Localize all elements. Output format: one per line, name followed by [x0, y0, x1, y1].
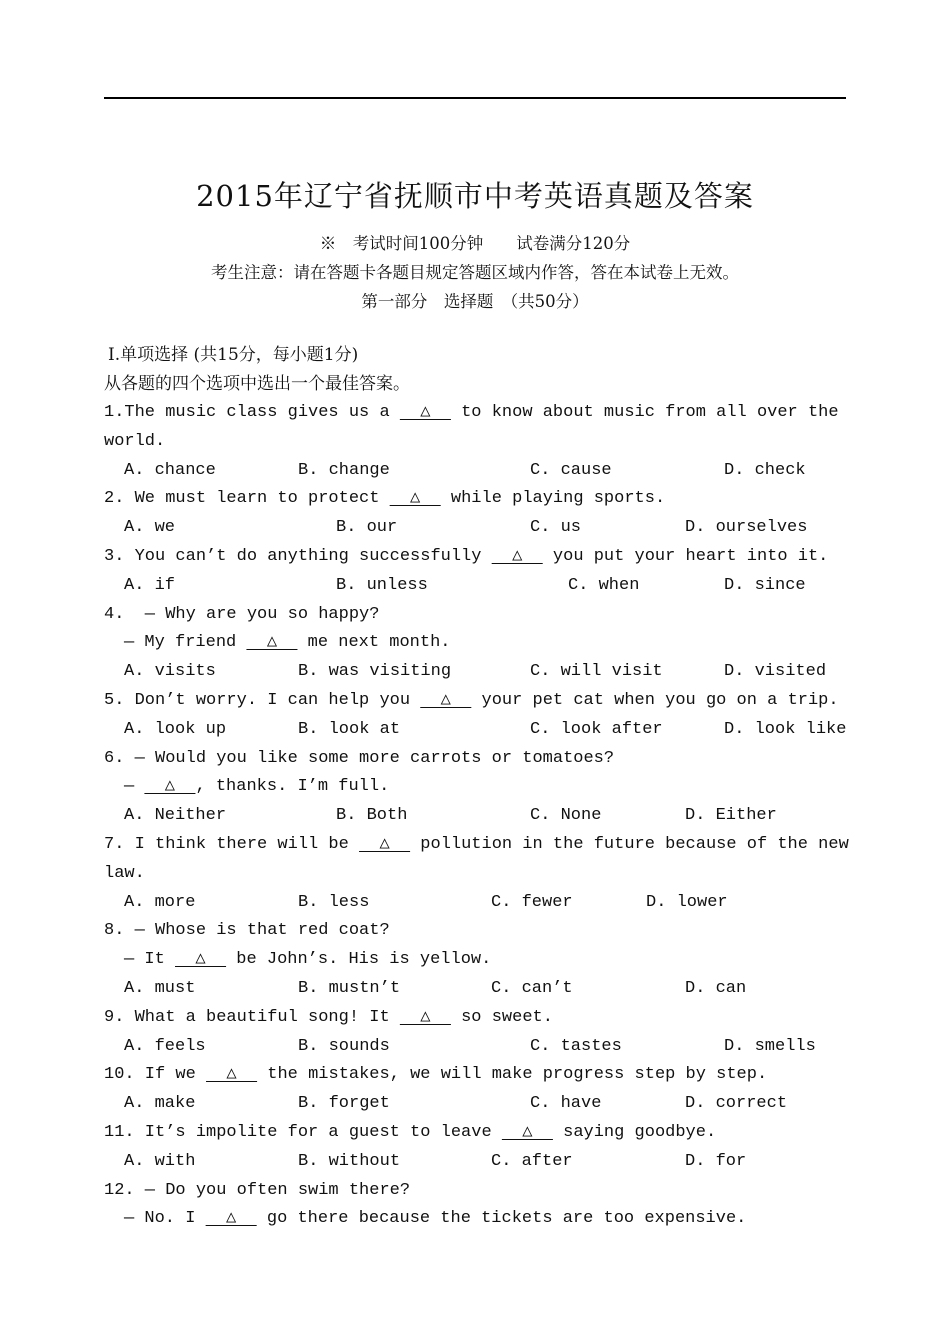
- option-b[interactable]: B. sounds: [298, 1036, 390, 1056]
- option-d[interactable]: D. check: [724, 460, 806, 480]
- answer-blank[interactable]: △: [399, 403, 451, 422]
- option-c[interactable]: C. look after: [530, 719, 663, 739]
- answer-blank[interactable]: △: [205, 1209, 257, 1229]
- option-a[interactable]: A. if: [124, 575, 176, 595]
- question-text: the mistakes, we will make progress step by step.: [257, 1065, 768, 1085]
- answer-blank[interactable]: △: [501, 1123, 553, 1142]
- question-text: , thanks. I’m full.: [195, 777, 390, 797]
- option-a[interactable]: A. visits: [124, 662, 216, 682]
- question-4-reply: [124, 633, 451, 653]
- question-text: be John’s. His is yellow.: [226, 950, 492, 970]
- answer-blank[interactable]: △: [491, 547, 543, 566]
- question-text: — It: [124, 950, 176, 970]
- question-11: [104, 1123, 716, 1143]
- question-text: me next month.: [297, 633, 451, 653]
- question-1-continued: [104, 432, 165, 452]
- option-b[interactable]: B. less: [298, 892, 370, 912]
- section-instruction: 从各题的四个选项中选出一个最佳答案。: [104, 374, 410, 394]
- question-3: [104, 547, 828, 567]
- option-a[interactable]: A. look up: [124, 719, 227, 739]
- option-c[interactable]: C. None: [530, 806, 602, 826]
- question-text: world.: [104, 431, 166, 451]
- question-text: 9. What a beautiful song! It: [104, 1007, 400, 1027]
- answer-blank[interactable]: △: [144, 777, 196, 797]
- option-c[interactable]: C. fewer: [491, 892, 573, 912]
- question-6: [104, 749, 614, 769]
- option-d[interactable]: D. visited: [724, 662, 827, 682]
- option-b[interactable]: B. mustn’t: [298, 979, 401, 998]
- question-text: — My friend: [124, 633, 247, 653]
- question-text: 11. It’s impolite for a guest to leave: [104, 1123, 502, 1142]
- option-b[interactable]: B. was visiting: [298, 662, 452, 682]
- option-a[interactable]: A. chance: [124, 460, 216, 480]
- question-8-reply: [124, 950, 491, 970]
- option-b[interactable]: B. Both: [336, 806, 408, 826]
- option-c[interactable]: C. will visit: [530, 662, 663, 682]
- option-a[interactable]: A. Neither: [124, 806, 227, 826]
- question-text: you put your heart into it.: [542, 547, 829, 566]
- question-text: 3. You can’t do anything successfully: [104, 547, 492, 566]
- option-b[interactable]: B. forget: [298, 1094, 390, 1114]
- question-text: 4. — Why are you so happy?: [104, 604, 380, 624]
- page-title: 2015年辽宁省抚顺市中考英语真题及答案: [196, 179, 754, 213]
- question-text: —: [124, 777, 145, 797]
- option-c[interactable]: C. can’t: [491, 979, 573, 998]
- question-text: so sweet.: [450, 1007, 553, 1027]
- option-a[interactable]: A. with: [124, 1151, 196, 1171]
- option-a[interactable]: A. we: [124, 518, 176, 538]
- option-c[interactable]: C. when: [568, 575, 640, 595]
- option-c[interactable]: C. cause: [530, 460, 612, 480]
- option-d[interactable]: D. for: [685, 1151, 747, 1171]
- option-c[interactable]: C. have: [530, 1094, 602, 1114]
- option-d[interactable]: D. since: [724, 575, 806, 595]
- question-text: — No. I: [124, 1209, 206, 1229]
- part-title: 第一部分 选择题 （共50分）: [361, 292, 589, 311]
- question-text: 2. We must learn to protect: [104, 489, 390, 509]
- question-5: [104, 691, 839, 711]
- option-b[interactable]: B. look at: [298, 719, 401, 739]
- option-b[interactable]: B. unless: [336, 575, 428, 595]
- question-8: [104, 921, 390, 941]
- option-c[interactable]: C. us: [530, 518, 582, 538]
- question-text: 10. If we: [104, 1065, 207, 1085]
- answer-blank[interactable]: △: [399, 1007, 451, 1027]
- option-d[interactable]: D. can: [685, 979, 747, 998]
- question-1: [104, 403, 839, 423]
- question-text: 7. I think there will be: [104, 835, 360, 854]
- question-12-reply: [124, 1209, 746, 1229]
- question-text: your pet cat when you go on a trip.: [471, 691, 839, 710]
- option-a[interactable]: A. more: [124, 892, 196, 912]
- question-text: 5. Don’t worry. I can help you: [104, 691, 421, 710]
- exam-info: ※ 考试时间100分钟 试卷满分120分: [319, 234, 631, 253]
- option-a[interactable]: A. feels: [124, 1036, 206, 1056]
- question-text: saying goodbye.: [552, 1123, 717, 1142]
- question-9: [104, 1008, 553, 1028]
- option-d[interactable]: D. lower: [646, 892, 728, 912]
- question-text: pollution in the future because of the new: [410, 835, 849, 854]
- question-text: 12. — Do you often swim there?: [104, 1180, 411, 1200]
- notice: 考生注意：请在答题卡各题目规定答题区域内作答，答在本试卷上无效。: [211, 263, 739, 282]
- header-rule: [104, 97, 846, 99]
- answer-blank[interactable]: △: [206, 1065, 258, 1085]
- question-text: law.: [104, 863, 145, 883]
- option-c[interactable]: C. tastes: [530, 1036, 622, 1056]
- question-10: [104, 1065, 767, 1085]
- question-text: to know about music from all over the: [450, 403, 839, 422]
- question-text: 6. — Would you like some more carrots or tomatoes?: [104, 748, 615, 768]
- question-12: [104, 1181, 410, 1201]
- question-7: [104, 835, 849, 855]
- option-b[interactable]: B. our: [336, 518, 398, 538]
- question-text: while playing sports.: [440, 489, 666, 509]
- answer-blank[interactable]: △: [389, 489, 441, 509]
- option-c[interactable]: C. after: [491, 1151, 573, 1171]
- option-d[interactable]: D. correct: [685, 1094, 788, 1114]
- question-text: 8. — Whose is that red coat?: [104, 921, 390, 941]
- question-text: 1.The music class gives us a: [104, 403, 400, 422]
- question-text: go there because the tickets are too expensive.: [256, 1209, 747, 1229]
- option-b[interactable]: B. change: [298, 460, 390, 480]
- answer-blank[interactable]: △: [175, 950, 227, 970]
- option-a[interactable]: A. must: [124, 979, 196, 998]
- option-d[interactable]: D. smells: [724, 1036, 816, 1056]
- option-d[interactable]: D. ourselves: [685, 518, 808, 538]
- answer-blank[interactable]: △: [420, 691, 472, 710]
- question-2: [104, 489, 665, 509]
- question-7-continued: [104, 864, 145, 884]
- answer-blank[interactable]: △: [246, 633, 298, 653]
- option-d[interactable]: D. Either: [685, 806, 777, 826]
- answer-blank[interactable]: △: [359, 835, 411, 854]
- option-d[interactable]: D. look like: [724, 719, 847, 739]
- question-4: [104, 605, 379, 625]
- option-b[interactable]: B. without: [298, 1151, 401, 1171]
- option-a[interactable]: A. make: [124, 1094, 196, 1114]
- section-title: Ⅰ.单项选择 (共15分，每小题1分): [108, 345, 359, 365]
- question-6-reply: [124, 777, 389, 797]
